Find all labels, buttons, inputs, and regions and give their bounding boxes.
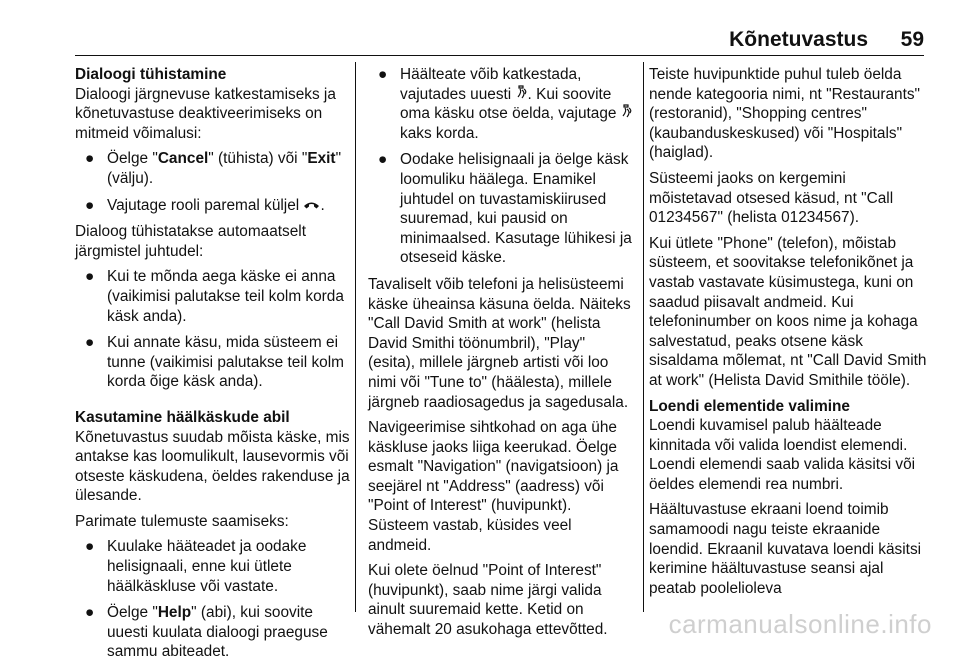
bullet-icon: ● [85,150,95,168]
paragraph: Häältuvastuse ekraani loend toimib samamoodi nagu teiste ekraanide loendid. Ekraanil kuvatava loendi käsitsi kerimine häältuvastuse seansi ajal peatab poolelioleva [649,501,922,597]
column-2 [368,65,636,646]
column-3 [649,65,931,604]
bullet-list [368,65,636,268]
paragraph: Kõnetuvastus suudab mõista käske, mis antakse kas loomulikult, lausevormis või otseste käskudena, öeldes rakenduse ja ülesande. [75,428,350,505]
paragraph: Teiste huvipunktide puhul tuleb öelda nende kategooria nimi, nt "Restaurants" (restoranid), "Shopping centres" (kaubanduskeskused) või "Hospitals" (haiglad). [649,66,921,162]
paragraph: Dialoogi järgnevuse katkestamiseks ja kõnetuvastuse deaktiveerimiseks on mitmeid võimalusi: [75,85,336,142]
paragraph: Tavaliselt võib telefoni ja helisüsteemi käske üheainsa käsuna öelda. Näiteks "Call David Smith at work" (helista David Smithi töönumbril), "Play" (esita), millele järgneb artisti või loo nimi või "Tune to" (häälesta), millele järgneb raadiosagedus ja sagedusala. [368,275,631,411]
end-call-icon [303,196,320,216]
paragraph: Dialoog tühistatakse automaatselt järgmistel juhtudel: [75,223,306,260]
bullet-icon: ● [378,151,388,169]
paragraph: Parimate tulemuste saamiseks: [75,512,289,530]
bullet-list [75,537,353,662]
column-divider [355,62,356,612]
paragraph: Navigeerimise sihtkohad on aga ühe käskluse jaoks liiga keerukad. Öelge esmalt "Navigation" (navigatsioon) ja seejärel nt "Address" (aadress) või "Point of Interest" (huvipunkt). Süsteem vastab, küsides veel andmeid. [368,419,619,554]
section-heading: Dialoogi tühistamine [75,66,227,83]
bullet-list [75,267,353,392]
page-number: 59 [900,28,924,51]
paragraph: Süsteemi jaoks on kergemini mõistetavad otsesed käsud, nt "Call 01234567" (helista 01234567). [649,169,894,227]
bullet-icon: ● [85,604,95,622]
paragraph: Kui olete öelnud "Point of Interest" (huvipunkt), saab nime järgi valida ainult suuremaid kette. Ketid on vähemalt 20 asukohaga ettevõtted. [368,562,608,639]
section-heading: Kasutamine häälkäskude abil [75,408,290,426]
column-1 [75,65,353,669]
list-item: ● Vajutage rooli paremal küljel . [85,196,325,214]
bullet-icon: ● [85,196,95,214]
keyword-cancel: Cancel [157,150,209,168]
bullet-icon: ● [85,538,95,556]
list-item: ● Oodake helisignaali ja öelge käsk loomuliku häälega. Enamikel juhtudel on tuvastamiskiirused suuremad, kui pausid on minimaalsed. Kasutage lühikesi ja otseseid käske. [378,151,632,267]
list-item: ● Kuulake hääteadet ja oodake helisignaali, enne kui ütlete häälkäskluse või vastate. [85,538,307,595]
keyword-exit: Exit [307,150,336,168]
bullet-icon: ● [378,66,388,83]
list-item: ● Öelge "Help" (abi), kui soovite uuesti kuulata dialoogi praeguse sammu abiteadet. [85,604,328,661]
column-divider [643,62,644,612]
watermark: carmanualsonline.info [668,609,932,639]
bullet-list [75,149,353,215]
bullet-icon: ● [85,334,95,352]
list-item: ● Kui te mõnda aega käske ei anna (vaikimisi palutakse teil kolm korda käsk anda). [85,268,344,325]
list-item: ● Häälteate võib katkestada, vajutades uuesti . Kui soovite oma käsku otse öelda, vajutage kaks korda. [368,65,636,143]
page-title: Kõnetuvastus [729,28,868,51]
paragraph: Kui ütlete "Phone" (telefon), mõistab süsteem, et soovitakse telefonikõnet ja vastab vastavate küsimustega, kuni on saadud piisavalt andmeid. Kui telefoninumber on koos nime ja kohaga salvestatud, peaks otsene käsk sisaldama mõlemat, nt "Call David Smith at work" (Helista David Smithile tööle). [649,234,927,389]
voice-command-icon [621,104,633,124]
keyword-help: Help [157,604,192,622]
voice-command-icon [516,85,528,105]
paragraph: Loendi kuvamisel palub häälteade kinnitada või valida loendist elemendi. Loendi elemendi saab valida käsitsi või öeldes elemendi rea numbri. [649,417,916,493]
section-heading: Loendi elementide valimine [649,397,850,415]
bullet-icon: ● [85,268,95,286]
page-header [0,0,960,58]
list-item: ● Öelge "Cancel" (tühista) või "Exit" (välju). [85,150,342,187]
list-item: ● Kui annate käsu, mida süsteem ei tunne (vaikimisi palutakse teil kolm korda õige käsk anda). [85,334,344,391]
header-rule [75,55,924,56]
